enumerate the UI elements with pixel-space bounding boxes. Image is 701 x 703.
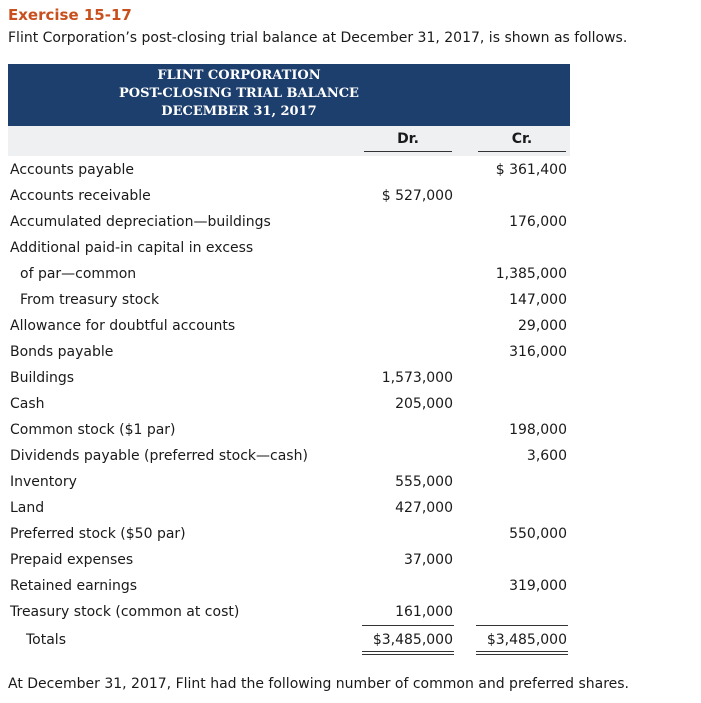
- credit-total-double-rule: [476, 651, 568, 655]
- debit-subtotal-rule: [362, 625, 454, 626]
- statement-date: DECEMBER 31, 2017: [161, 104, 317, 119]
- account-label: Buildings: [10, 370, 75, 386]
- account-label: Retained earnings: [10, 578, 138, 594]
- credit-subtotal-rule: [476, 625, 568, 626]
- table-row: [0, 574, 701, 600]
- table-row: [0, 418, 701, 444]
- account-label: Inventory: [10, 474, 77, 490]
- credit-amount: 147,000: [509, 292, 567, 308]
- company-name: FLINT CORPORATION: [157, 68, 321, 83]
- credit-amount: 3,600: [526, 448, 567, 464]
- table-row: [0, 496, 701, 522]
- account-label: Preferred stock ($50 par): [10, 526, 186, 542]
- account-label: Land: [10, 500, 45, 516]
- intro-text: Flint Corporation’s post-closing trial balance at December 31, 2017, is shown as follows.: [8, 30, 628, 46]
- totals-credit: $3,485,000: [486, 632, 567, 648]
- exercise-title: Exercise 15-17: [8, 6, 132, 24]
- account-label: From treasury stock: [20, 292, 160, 308]
- table-row: [0, 314, 701, 340]
- table-row: [0, 366, 701, 392]
- debit-column-header: Dr.: [397, 131, 419, 147]
- statement-name: POST-CLOSING TRIAL BALANCE: [119, 86, 359, 101]
- debit-amount: $ 527,000: [381, 188, 453, 204]
- debit-amount: 555,000: [395, 474, 453, 490]
- account-label: Accounts receivable: [10, 188, 151, 204]
- totals-debit: $3,485,000: [372, 632, 453, 648]
- credit-amount: 319,000: [509, 578, 567, 594]
- table-row: [0, 236, 701, 262]
- debit-amount: 1,573,000: [381, 370, 453, 386]
- debit-header-rule: [364, 151, 452, 152]
- table-row: [0, 210, 701, 236]
- credit-amount: 1,385,000: [495, 266, 567, 282]
- table-row: [0, 340, 701, 366]
- outro-text: At December 31, 2017, Flint had the following number of common and preferred shares.: [8, 676, 630, 692]
- credit-amount: 198,000: [509, 422, 567, 438]
- account-label: Accounts payable: [10, 162, 134, 178]
- table-row: [0, 262, 701, 288]
- credit-amount: 176,000: [509, 214, 567, 230]
- account-label: Treasury stock (common at cost): [10, 604, 240, 620]
- account-label: Cash: [10, 396, 45, 412]
- credit-amount: 29,000: [518, 318, 567, 334]
- account-label: Dividends payable (preferred stock—cash): [10, 448, 308, 464]
- table-row: [0, 470, 701, 496]
- table-row: [0, 522, 701, 548]
- credit-amount: $ 361,400: [495, 162, 567, 178]
- table-row: [0, 158, 701, 184]
- table-row: [0, 548, 701, 574]
- debit-total-double-rule: [362, 651, 454, 655]
- table-row: [0, 184, 701, 210]
- debit-amount: 37,000: [404, 552, 453, 568]
- debit-amount: 205,000: [395, 396, 453, 412]
- table-row: [0, 288, 701, 314]
- credit-header-rule: [478, 151, 566, 152]
- totals-label: Totals: [26, 632, 66, 648]
- table-row: [0, 444, 701, 470]
- totals-row: [0, 628, 701, 654]
- debit-amount: 161,000: [395, 604, 453, 620]
- credit-column-header: Cr.: [511, 131, 533, 147]
- account-label: Bonds payable: [10, 344, 114, 360]
- account-label: Allowance for doubtful accounts: [10, 318, 236, 334]
- account-label: Additional paid-in capital in excess: [10, 240, 254, 256]
- credit-amount: 550,000: [509, 526, 567, 542]
- account-label: of par—common: [20, 266, 137, 282]
- trial-balance-header: [8, 64, 570, 126]
- debit-amount: 427,000: [395, 500, 453, 516]
- credit-amount: 316,000: [509, 344, 567, 360]
- account-label: Accumulated depreciation—buildings: [10, 214, 271, 230]
- account-label: Prepaid expenses: [10, 552, 134, 568]
- table-row: [0, 600, 701, 626]
- account-label: Common stock ($1 par): [10, 422, 176, 438]
- table-row: [0, 392, 701, 418]
